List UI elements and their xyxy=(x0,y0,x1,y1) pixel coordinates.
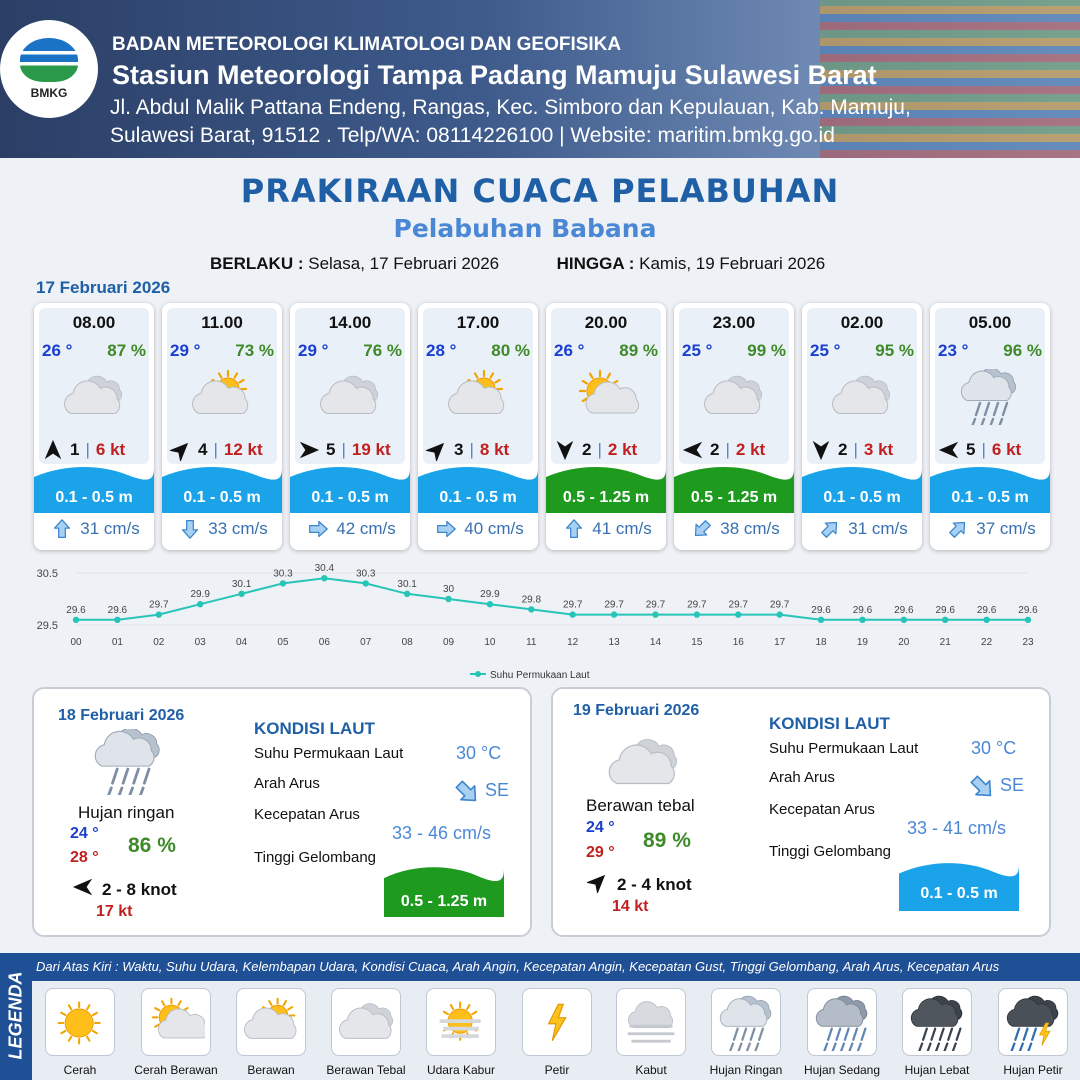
legend-label: Berawan xyxy=(247,1063,295,1077)
wind-direction-icon xyxy=(426,439,448,461)
hourly-current-speed: 41 cm/s xyxy=(592,519,652,538)
hourly-card xyxy=(162,303,282,550)
station-name: Stasiun Meteorologi Tampa Padang Mamuju Sulawesi Barat xyxy=(112,60,877,90)
day-panel-18 xyxy=(32,687,532,937)
data-point xyxy=(776,611,782,617)
data-label: 30.1 xyxy=(231,578,252,590)
valid-to-label: HINGGA : xyxy=(556,254,635,273)
legend-label: Hujan Ringan xyxy=(709,1063,783,1077)
hourly-gust: 19 kt xyxy=(351,440,391,459)
data-point xyxy=(611,611,617,617)
separator: | xyxy=(981,440,986,459)
wind-direction-icon xyxy=(170,439,192,461)
cerah-berawan-icon xyxy=(570,369,642,425)
legend-label: Kabut xyxy=(635,1063,667,1077)
data-label: 29.7 xyxy=(562,599,583,611)
data-point xyxy=(404,591,410,597)
day-wind-speed: 2 - 4 knot xyxy=(617,874,692,894)
hourly-temperature: 28 ° xyxy=(426,341,457,360)
hourly-wave-height: 0.5 - 1.25 m xyxy=(690,489,778,506)
data-point xyxy=(445,596,451,602)
hourly-current xyxy=(44,519,148,539)
day-temp-max: 28 ° xyxy=(70,849,99,866)
sst-value: 30 °C xyxy=(971,738,1017,758)
legend-icon-box xyxy=(141,988,211,1056)
x-tick-label: 06 xyxy=(318,637,330,648)
hourly-wave-height: 0.1 - 0.5 m xyxy=(311,489,389,506)
hourly-temperature: 25 ° xyxy=(682,341,713,360)
hourly-card xyxy=(546,303,666,550)
hourly-current xyxy=(684,519,788,539)
hourly-current xyxy=(172,519,276,539)
hourly-temperature: 26 ° xyxy=(42,341,73,360)
x-tick-label: 01 xyxy=(111,637,123,648)
legend-icon-box xyxy=(45,988,115,1056)
x-tick-label: 18 xyxy=(815,637,827,648)
wave-height-label: Tinggi Gelombang xyxy=(769,843,892,860)
hourly-gust: 2 kt xyxy=(607,440,638,459)
hourly-humidity: 99 % xyxy=(747,341,786,360)
data-point xyxy=(859,617,865,623)
day-gust: 14 kt xyxy=(612,898,649,915)
header-banner xyxy=(0,0,1080,158)
sst-label: Suhu Permukaan Laut xyxy=(769,740,919,757)
day-gust: 17 kt xyxy=(96,903,133,920)
hourly-current xyxy=(940,519,1044,539)
hourly-wind-speed: 2 xyxy=(838,440,848,459)
separator: | xyxy=(597,440,602,459)
hourly-humidity: 76 % xyxy=(363,341,402,360)
hourly-wave-height: 0.5 - 1.25 m xyxy=(562,489,650,506)
data-label: 29.6 xyxy=(107,604,128,616)
hourly-card xyxy=(802,303,922,550)
hourly-wind-speed: 5 xyxy=(326,440,336,459)
wind-direction-icon xyxy=(72,876,94,903)
bmkg-logo-emblem xyxy=(20,38,78,82)
data-point xyxy=(818,617,824,623)
petir-icon xyxy=(530,995,586,1051)
data-point xyxy=(280,580,286,586)
data-label: 29.7 xyxy=(604,599,624,611)
current-direction-value: SE xyxy=(485,780,510,800)
x-tick-label: 21 xyxy=(939,637,951,648)
current-direction-label: Arah Arus xyxy=(254,775,320,792)
hourly-gust: 3 kt xyxy=(863,440,894,459)
current-direction-label: Arah Arus xyxy=(769,769,835,786)
hourly-temperature: 29 ° xyxy=(170,341,201,360)
data-point xyxy=(901,617,907,623)
hourly-humidity: 89 % xyxy=(619,341,658,360)
data-point xyxy=(694,611,700,617)
hourly-wind-speed: 5 xyxy=(966,440,976,459)
day-weather-icon xyxy=(92,729,166,800)
hourly-wind xyxy=(554,439,658,461)
data-point xyxy=(652,611,658,617)
x-tick-label: 12 xyxy=(567,637,579,648)
legend-label: Berawan Tebal xyxy=(326,1063,406,1077)
data-label: 29.7 xyxy=(769,599,790,611)
agency-name: BADAN METEOROLOGI KLIMATOLOGI DAN GEOFISIKA xyxy=(112,34,622,55)
wind-direction-icon xyxy=(587,871,609,898)
cerah-icon xyxy=(53,995,109,1051)
cerah-berawan-icon xyxy=(149,995,205,1051)
hujan-lebat-icon xyxy=(910,995,966,1051)
x-tick-label: 20 xyxy=(898,637,910,648)
legend-label: Cerah Berawan xyxy=(134,1063,218,1077)
legend-icon-box xyxy=(807,988,877,1056)
hourly-wave-height: 0.1 - 0.5 m xyxy=(183,489,261,506)
port-name: Pelabuhan Babana xyxy=(393,214,657,243)
wave-height-label: Tinggi Gelombang xyxy=(254,849,377,866)
legend-label: Petir xyxy=(544,1063,570,1077)
validity-period xyxy=(210,254,825,274)
hourly-current xyxy=(300,519,404,539)
data-label: 30.4 xyxy=(314,563,335,575)
hourly-wind xyxy=(810,439,914,461)
sst-label: Suhu Permukaan Laut xyxy=(254,745,404,762)
hujan-sedang-icon xyxy=(815,995,871,1051)
current-speed-label: Kecepatan Arus xyxy=(769,801,875,818)
current-speed-value: 33 - 41 cm/s xyxy=(907,818,1007,838)
day-wind-speed: 2 - 8 knot xyxy=(102,879,177,899)
data-point xyxy=(363,580,369,586)
x-tick-label: 04 xyxy=(236,637,248,648)
x-tick-label: 09 xyxy=(442,637,455,648)
x-tick-label: 22 xyxy=(981,637,993,648)
legend-icon-box xyxy=(522,988,592,1056)
data-label: 29.8 xyxy=(521,594,542,606)
berawan-icon xyxy=(442,369,514,425)
data-label: 29.6 xyxy=(66,604,86,616)
current-direction-icon xyxy=(308,519,328,539)
hourly-card xyxy=(674,303,794,550)
hourly-wind-speed: 2 xyxy=(582,440,592,459)
current-direction-icon xyxy=(52,519,72,539)
current-direction-icon xyxy=(454,779,480,810)
data-point xyxy=(569,611,575,617)
hourly-gust: 6 kt xyxy=(95,440,126,459)
hourly-temperature: 26 ° xyxy=(554,341,585,360)
page-title: PRAKIRAAN CUACA PELABUHAN xyxy=(240,172,840,210)
hourly-current-speed: 38 cm/s xyxy=(720,519,780,538)
wave-height-value: 0.1 - 0.5 m xyxy=(920,885,998,902)
x-tick-label: 07 xyxy=(360,637,372,648)
berawan-icon xyxy=(244,995,300,1051)
valid-from-label: BERLAKU : xyxy=(210,254,304,273)
day-panel-19 xyxy=(551,687,1051,937)
hourly-temperature: 25 ° xyxy=(810,341,841,360)
legend-series-name: Suhu Permukaan Laut xyxy=(490,670,590,681)
legend-label: Cerah xyxy=(63,1063,97,1077)
data-label: 29.7 xyxy=(645,599,666,611)
hourly-wind-speed: 4 xyxy=(198,440,208,459)
day-temp-max: 29 ° xyxy=(586,844,615,861)
legend-title: LEGENDA xyxy=(5,971,26,1060)
data-label: 30.3 xyxy=(356,568,376,580)
x-tick-label: 02 xyxy=(153,637,165,648)
hourly-time: 23.00 xyxy=(712,313,756,332)
current-direction-value: SE xyxy=(1000,775,1025,795)
y-tick-label: 30.5 xyxy=(36,568,58,580)
data-label: 29.7 xyxy=(149,599,169,611)
hourly-current-speed: 40 cm/s xyxy=(464,519,524,538)
wind-direction-icon xyxy=(682,439,704,461)
address-line-1: Jl. Abdul Malik Pattana Endeng, Rangas, Kec. Simboro dan Kepulauan, Kab. Mamuju, xyxy=(110,96,911,119)
hourly-time: 17.00 xyxy=(456,313,500,332)
x-tick-label: 23 xyxy=(1022,637,1034,648)
hourly-wave-height: 0.1 - 0.5 m xyxy=(439,489,517,506)
legend-icon-box xyxy=(236,988,306,1056)
hourly-time: 02.00 xyxy=(840,313,884,332)
separator: | xyxy=(469,440,474,459)
hourly-humidity: 73 % xyxy=(235,341,274,360)
data-label: 30.3 xyxy=(273,568,293,580)
day-date: 19 Februari 2026 xyxy=(573,702,700,719)
hourly-current xyxy=(556,519,660,539)
day-temp-min: 24 ° xyxy=(586,819,615,836)
data-label: 29.7 xyxy=(728,599,748,611)
kondisi-laut-title: KONDISI LAUT xyxy=(769,714,890,733)
data-point xyxy=(528,606,534,612)
data-label: 29.6 xyxy=(976,604,997,616)
wind-direction-icon xyxy=(554,439,576,461)
hourly-time: 08.00 xyxy=(72,313,116,332)
current-direction-icon xyxy=(692,519,712,539)
x-tick-label: 13 xyxy=(608,637,620,648)
current-speed-label: Kecepatan Arus xyxy=(254,806,360,823)
separator: | xyxy=(341,440,346,459)
data-point xyxy=(983,617,989,623)
separator: | xyxy=(85,440,90,459)
bmkg-logo-text: BMKG xyxy=(30,86,68,100)
legend-label: Hujan Sedang xyxy=(803,1063,881,1077)
day-humidity: 86 % xyxy=(128,834,176,857)
hourly-gust: 8 kt xyxy=(479,440,510,459)
current-direction-icon xyxy=(564,519,584,539)
separator: | xyxy=(853,440,858,459)
berawan-tebal-icon xyxy=(698,369,770,425)
separator: | xyxy=(725,440,730,459)
kabut-icon xyxy=(624,995,680,1051)
data-label: 29.6 xyxy=(935,604,955,616)
data-label: 29.9 xyxy=(480,589,500,601)
hourly-time: 14.00 xyxy=(328,313,372,332)
day-weather-icon xyxy=(607,731,681,802)
hourly-wave-height: 0.1 - 0.5 m xyxy=(951,489,1029,506)
berawan-tebal-icon xyxy=(826,369,898,425)
data-point xyxy=(114,617,120,623)
current-direction-icon xyxy=(820,519,840,539)
hourly-card xyxy=(930,303,1050,550)
hourly-temperature: 29 ° xyxy=(298,341,329,360)
legend-label: Hujan Petir xyxy=(1003,1063,1063,1077)
x-tick-label: 10 xyxy=(484,637,496,648)
hourly-wave-height: 0.1 - 0.5 m xyxy=(55,489,133,506)
separator: | xyxy=(213,440,218,459)
sst-series-line xyxy=(76,578,1028,620)
data-label: 29.7 xyxy=(687,599,707,611)
hourly-current xyxy=(812,519,916,539)
data-point xyxy=(73,617,79,623)
hourly-humidity: 87 % xyxy=(107,341,146,360)
hourly-humidity: 95 % xyxy=(875,341,914,360)
x-tick-label: 17 xyxy=(774,637,786,648)
legend-icon-box xyxy=(902,988,972,1056)
wind-direction-icon xyxy=(938,439,960,461)
x-tick-label: 05 xyxy=(277,637,289,648)
legend-marker xyxy=(475,671,481,677)
hourly-wind-speed: 1 xyxy=(70,440,80,459)
x-tick-label: 14 xyxy=(649,637,662,648)
hourly-wind xyxy=(42,439,146,461)
current-direction-icon xyxy=(180,519,200,539)
hourly-wind xyxy=(170,439,274,461)
hourly-wind-speed: 2 xyxy=(710,440,720,459)
hourly-current-speed: 33 cm/s xyxy=(208,519,268,538)
legend-label: Udara Kabur xyxy=(426,1063,496,1077)
hourly-time: 11.00 xyxy=(201,313,243,332)
x-tick-label: 16 xyxy=(732,637,744,648)
hourly-card xyxy=(34,303,154,550)
valid-to-value: Kamis, 19 Februari 2026 xyxy=(639,254,826,273)
sst-line-chart xyxy=(0,560,1080,685)
address-line-2: Sulawesi Barat, 91512 . Telp/WA: 08114226100 | Website: maritim.bmkg.go.id xyxy=(110,124,835,147)
day-wind xyxy=(587,871,692,898)
x-tick-label: 03 xyxy=(194,637,206,648)
hourly-current-speed: 31 cm/s xyxy=(80,519,140,538)
hourly-current-speed: 37 cm/s xyxy=(976,519,1036,538)
hourly-current xyxy=(428,519,532,539)
data-point xyxy=(156,611,162,617)
hourly-gust: 12 kt xyxy=(223,440,263,459)
berawan-tebal-icon xyxy=(58,369,130,425)
hourly-current-speed: 42 cm/s xyxy=(336,519,396,538)
hourly-wind xyxy=(298,439,402,461)
day-condition: Hujan ringan xyxy=(78,803,175,822)
legend-label: Hujan Lebat xyxy=(904,1063,970,1077)
day1-date: 17 Februari 2026 xyxy=(36,278,171,297)
valid-from-value: Selasa, 17 Februari 2026 xyxy=(308,254,500,273)
hourly-wind xyxy=(682,439,786,461)
legend-icon-box xyxy=(998,988,1068,1056)
hourly-card xyxy=(418,303,538,550)
hujan-ringan-icon xyxy=(719,995,775,1051)
hourly-time: 05.00 xyxy=(968,313,1012,332)
hourly-wave-height: 0.1 - 0.5 m xyxy=(823,489,901,506)
day-date: 18 Februari 2026 xyxy=(58,707,185,724)
hourly-humidity: 96 % xyxy=(1003,341,1042,360)
hourly-wind xyxy=(938,439,1042,461)
hourly-gust: 6 kt xyxy=(991,440,1022,459)
x-tick-label: 19 xyxy=(856,637,868,648)
hujan-ringan-icon xyxy=(954,369,1026,425)
data-point xyxy=(197,601,203,607)
wind-direction-icon xyxy=(298,439,320,461)
current-direction-icon xyxy=(948,519,968,539)
x-tick-label: 08 xyxy=(401,637,413,648)
sst-value: 30 °C xyxy=(456,743,502,763)
current-speed-value: 33 - 46 cm/s xyxy=(392,823,492,843)
data-label: 30.1 xyxy=(397,578,417,590)
data-label: 30 xyxy=(442,584,455,595)
data-point xyxy=(735,611,741,617)
legend-icon-box xyxy=(426,988,496,1056)
wind-direction-icon xyxy=(810,439,832,461)
current-direction-icon xyxy=(969,774,995,805)
day-condition: Berawan tebal xyxy=(586,796,695,815)
hourly-wind-speed: 3 xyxy=(454,440,464,459)
data-label: 29.6 xyxy=(852,604,873,616)
udara-kabur-icon xyxy=(434,995,490,1051)
data-point xyxy=(487,601,493,607)
hujan-petir-icon xyxy=(1006,995,1062,1051)
data-label: 29.6 xyxy=(894,604,914,616)
hourly-humidity: 80 % xyxy=(491,341,530,360)
legend-description: Dari Atas Kiri : Waktu, Suhu Udara, Kelembapan Udara, Kondisi Cuaca, Arah Angin, Kecepatan Angin, Kecepatan Gust, Tinggi Gelombang, Arah Arus, Kecepatan Arus xyxy=(36,959,1000,974)
bmkg-logo xyxy=(0,20,98,118)
day-temp-min: 24 ° xyxy=(70,825,99,842)
current-direction-icon xyxy=(436,519,456,539)
hourly-current-speed: 31 cm/s xyxy=(848,519,908,538)
day-wind xyxy=(72,876,177,903)
data-point xyxy=(1025,617,1031,623)
hourly-gust: 2 kt xyxy=(735,440,766,459)
berawan-tebal-icon xyxy=(607,731,681,797)
hourly-time: 20.00 xyxy=(584,313,628,332)
legend-side-bar xyxy=(0,953,32,1080)
hourly-card xyxy=(290,303,410,550)
hujan-ringan-icon xyxy=(92,729,166,795)
x-tick-label: 15 xyxy=(691,637,703,648)
data-point xyxy=(942,617,948,623)
data-label: 29.6 xyxy=(1018,604,1038,616)
hourly-wind xyxy=(426,439,530,461)
kondisi-laut-title: KONDISI LAUT xyxy=(254,719,375,738)
wave-height-value: 0.5 - 1.25 m xyxy=(400,893,488,910)
berawan-icon xyxy=(186,369,258,425)
day-humidity: 89 % xyxy=(643,829,691,852)
data-point xyxy=(238,591,244,597)
x-tick-label: 00 xyxy=(70,637,82,648)
y-tick-label: 29.5 xyxy=(36,620,58,632)
legend-icon-box xyxy=(711,988,781,1056)
data-label: 29.6 xyxy=(811,604,831,616)
berawan-tebal-icon xyxy=(339,995,395,1051)
wind-direction-icon xyxy=(42,439,64,461)
hourly-temperature: 23 ° xyxy=(938,341,969,360)
legend-icon-box xyxy=(616,988,686,1056)
berawan-tebal-icon xyxy=(314,369,386,425)
x-tick-label: 11 xyxy=(526,637,537,648)
data-point xyxy=(321,575,327,581)
data-label: 29.9 xyxy=(190,589,210,601)
legend-icon-box xyxy=(331,988,401,1056)
